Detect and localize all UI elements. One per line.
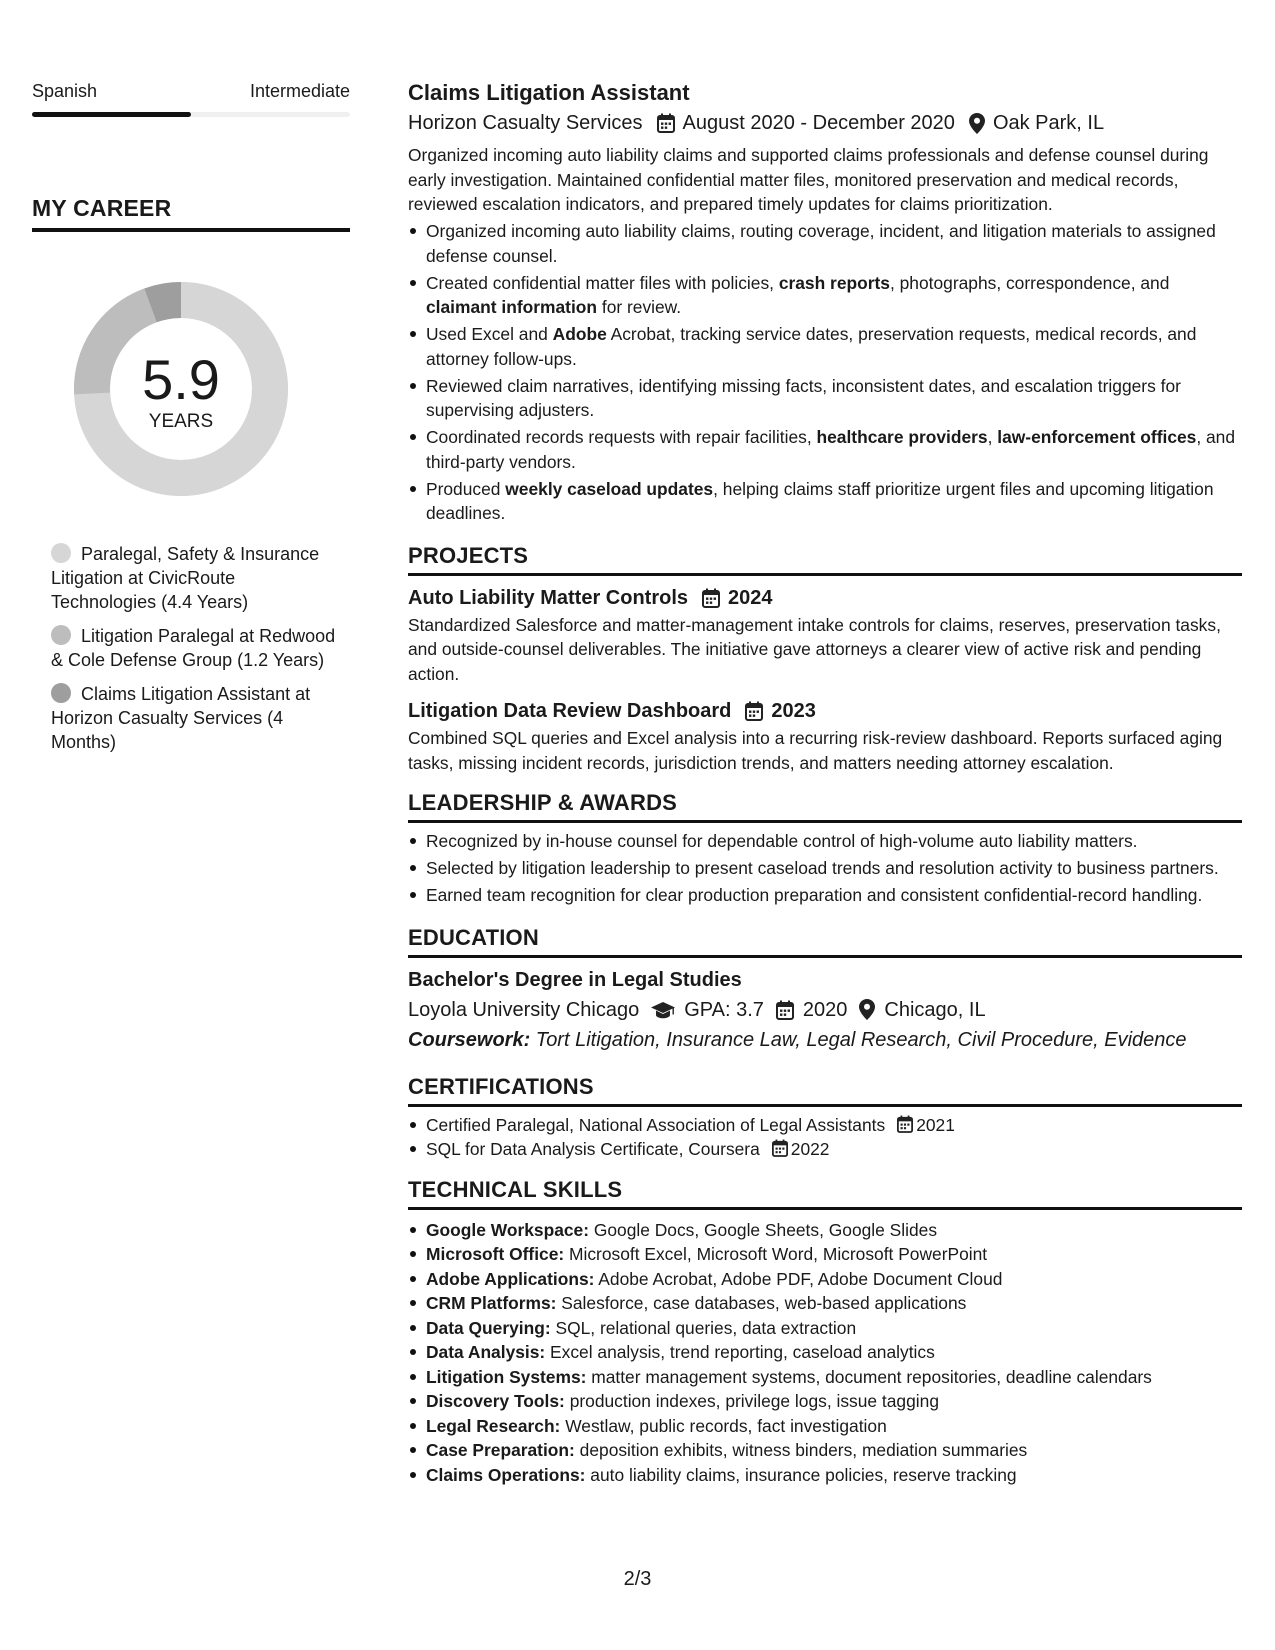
career-total-value: 5.9 [142,348,220,411]
job-meta [408,108,1242,138]
list-item [408,1137,1242,1162]
calendar-icon [897,1115,913,1133]
degree-title: Bachelor's Degree in Legal Studies [408,968,742,991]
legend-dot-icon [51,683,71,703]
project-entry [408,696,1242,775]
legend-item [51,682,350,754]
coursework [408,1025,1242,1055]
skill-values: Excel analysis, trend reporting, caseload analytics [545,1342,935,1362]
page-indicator: 2/3 [623,1568,652,1590]
list-item [408,1365,1242,1390]
list-item [408,477,1242,526]
education-heading: EDUCATION [408,924,1242,958]
skill-values: matter management systems, document repositories, deadline calendars [586,1366,1152,1387]
skill-values: SQL, relational queries, data extraction [550,1317,857,1338]
skill-values: deposition exhibits, witness binders, mediation summaries [574,1440,1028,1460]
list-item: Selected by litigation leadership to present caseload trends and resolution activity to business partners. [408,856,1242,881]
emphasis-text: claimant information [426,297,598,317]
list-item [408,1218,1242,1243]
list-item: Earned team recognition for clear production preparation and consistent confidential-record handling. [408,883,1242,908]
project-description: Standardized Salesforce and matter-management intake controls for claims, reserves, preservation tasks, and outside-counsel deliverables. The initiative gave attorneys a clearer view of active risk and pending action. [408,614,1221,684]
skills-heading: TECHNICAL SKILLS [408,1176,1242,1210]
list-item [408,425,1242,474]
bullet-text: Acrobat, tracking service dates, preservation requests, medical records, and attorney follow-ups. [426,324,1197,369]
job-bullets [408,219,1242,526]
language-proficiency-fill [32,112,191,117]
career-donut-chart [66,274,296,504]
bullet-text: Created confidential matter files with policies, [426,272,779,293]
project-title: Litigation Data Review Dashboard [408,700,732,722]
bullet-text: for review. [597,297,682,317]
skill-category: Legal Research: [426,1415,561,1436]
education-meta [408,995,1242,1025]
left-column [32,80,350,764]
job-title: Claims Litigation Assistant [408,80,690,105]
list-item [408,1438,1242,1463]
location-pin-icon [969,113,985,134]
calendar-icon [657,113,675,133]
legend-label: Litigation Paralegal at Redwood & Cole Defense Group (1.2 Years) [51,626,336,670]
language-proficiency-bar [32,112,350,117]
bullet-text: Used Excel and [426,324,553,344]
donut-center [66,274,296,504]
certification-name: SQL for Data Analysis Certificate, Coursera [426,1139,760,1159]
skill-category: Microsoft Office: [426,1244,565,1264]
skill-category: CRM Platforms: [426,1293,557,1313]
calendar-icon [702,588,720,608]
skill-category: Claims Operations: [426,1464,586,1485]
list-item [408,219,1242,268]
skill-values: production indexes, privilege logs, issue tagging [564,1391,939,1411]
legend-label: Paralegal, Safety & Insurance Litigation at CivicRoute Technologies (4.4 Years) [51,544,320,612]
company-name: Horizon Casualty Services [408,112,643,134]
list-item [408,1113,1242,1138]
bullet-text: , and third-party vendors. [426,427,1236,472]
list-item [408,1267,1242,1292]
school-name: Loyola University Chicago [408,998,640,1021]
list-item [408,1414,1242,1439]
skill-values: Adobe Acrobat, Adobe PDF, Adobe Document Cloud [594,1268,1003,1289]
coursework-label: Coursework: [408,1028,531,1051]
job-dates: August 2020 - December 2020 [682,112,955,134]
skill-values: Microsoft Excel, Microsoft Word, Microsoft PowerPoint [564,1244,988,1264]
list-item [408,1340,1242,1365]
legend-dot-icon [51,625,71,645]
bullet-text: , [987,427,998,447]
list-item [408,1389,1242,1414]
skill-values: Google Docs, Google Sheets, Google Slides [589,1219,938,1240]
coursework-list: Tort Litigation, Insurance Law, Legal Research, Civil Procedure, Evidence [530,1028,1187,1051]
career-legend [32,542,350,754]
legend-item [51,542,350,614]
emphasis-text: crash reports [778,272,890,293]
leadership-heading: LEADERSHIP & AWARDS [408,789,1242,823]
right-column [408,78,1242,1487]
emphasis-text: law-enforcement offices [997,427,1197,447]
list-item [408,374,1242,423]
project-entry [408,583,1242,687]
bullet-text: , helping claims staff prioritize urgent files and upcoming litigation deadlines. [426,478,1214,523]
skill-category: Data Analysis: [426,1342,546,1362]
school-location: Chicago, IL [884,998,986,1021]
skill-category: Case Preparation: [426,1440,575,1460]
projects-heading: PROJECTS [408,542,1242,576]
calendar-icon [745,701,763,721]
career-heading: MY CAREER [32,195,350,232]
skill-values: auto liability claims, insurance policies, reserve tracking [585,1464,1017,1485]
legend-label: Claims Litigation Assistant at Horizon Casualty Services (4 Months) [51,684,311,752]
skill-category: Discovery Tools: [426,1391,565,1411]
list-item [408,1291,1242,1316]
project-title: Auto Liability Matter Controls [408,586,688,609]
bullet-text: Coordinated records requests with repair facilities, [426,427,817,447]
calendar-icon [772,1139,788,1157]
bullet-text: Produced [426,478,506,499]
graduation-year: 2020 [802,998,848,1021]
list-item [408,271,1242,320]
education-entry [408,965,1242,1055]
legend-item [51,624,350,672]
language-name: Spanish [32,81,98,101]
job-location: Oak Park, IL [992,112,1105,134]
graduation-cap-icon [651,1001,675,1019]
emphasis-text: Adobe [552,324,607,344]
list-item [408,1242,1242,1267]
certifications-list [408,1113,1242,1162]
certification-year: 2021 [916,1114,955,1135]
language-row [32,80,350,102]
project-year: 2023 [771,700,816,722]
legend-dot-icon [51,543,71,563]
experience-entry [408,78,1242,526]
list-item [408,322,1242,371]
bullet-text: , photographs, correspondence, and [889,272,1170,293]
skill-values: Westlaw, public records, fact investigation [560,1415,887,1436]
skill-category: Adobe Applications: [426,1268,595,1289]
bullet-text: Reviewed claim narratives, identifying missing facts, inconsistent dates, and escalation triggers for supervising adjusters. [426,375,1181,420]
skill-category: Litigation Systems: [426,1366,587,1387]
certification-year: 2022 [790,1139,830,1159]
project-year: 2024 [728,586,773,609]
skills-list [408,1218,1242,1488]
list-item: Recognized by in-house counsel for dependable control of high-volume auto liability matters. [408,829,1242,854]
project-title-row [408,696,1242,726]
skill-values: Salesforce, case databases, web-based applications [556,1293,967,1313]
job-summary: Organized incoming auto liability claims and supported claims professionals and defense counsel during early investigation. Maintained confidential matter files, monitored preservation and medical records, reviewed escalation indicators, and prepared timely updates for claims prioritization. [408,145,1209,214]
emphasis-text: weekly caseload updates [505,478,714,499]
certifications-heading: CERTIFICATIONS [408,1073,1242,1107]
project-description: Combined SQL queries and Excel analysis into a recurring risk-review dashboard. Reports surfaced aging tasks, missing incident records, jurisdiction trends, and matters needing attorney escalation. [408,728,1223,773]
bullet-text: Organized incoming auto liability claims, routing coverage, incident, and litigation materials to assigned defense counsel. [426,221,1216,266]
leadership-list [408,829,1242,908]
list-item [408,1316,1242,1341]
project-title-row [408,583,1242,613]
skill-category: Data Querying: [426,1317,551,1338]
career-total-unit: YEARS [148,411,214,432]
list-item [408,1463,1242,1488]
language-level: Intermediate [249,81,350,101]
location-pin-icon [859,999,875,1020]
gpa: GPA: 3.7 [684,998,764,1021]
calendar-icon [776,1000,794,1020]
certification-name: Certified Paralegal, National Association of Legal Assistants [426,1114,886,1135]
emphasis-text: healthcare providers [816,427,988,447]
skill-category: Google Workspace: [426,1219,589,1240]
